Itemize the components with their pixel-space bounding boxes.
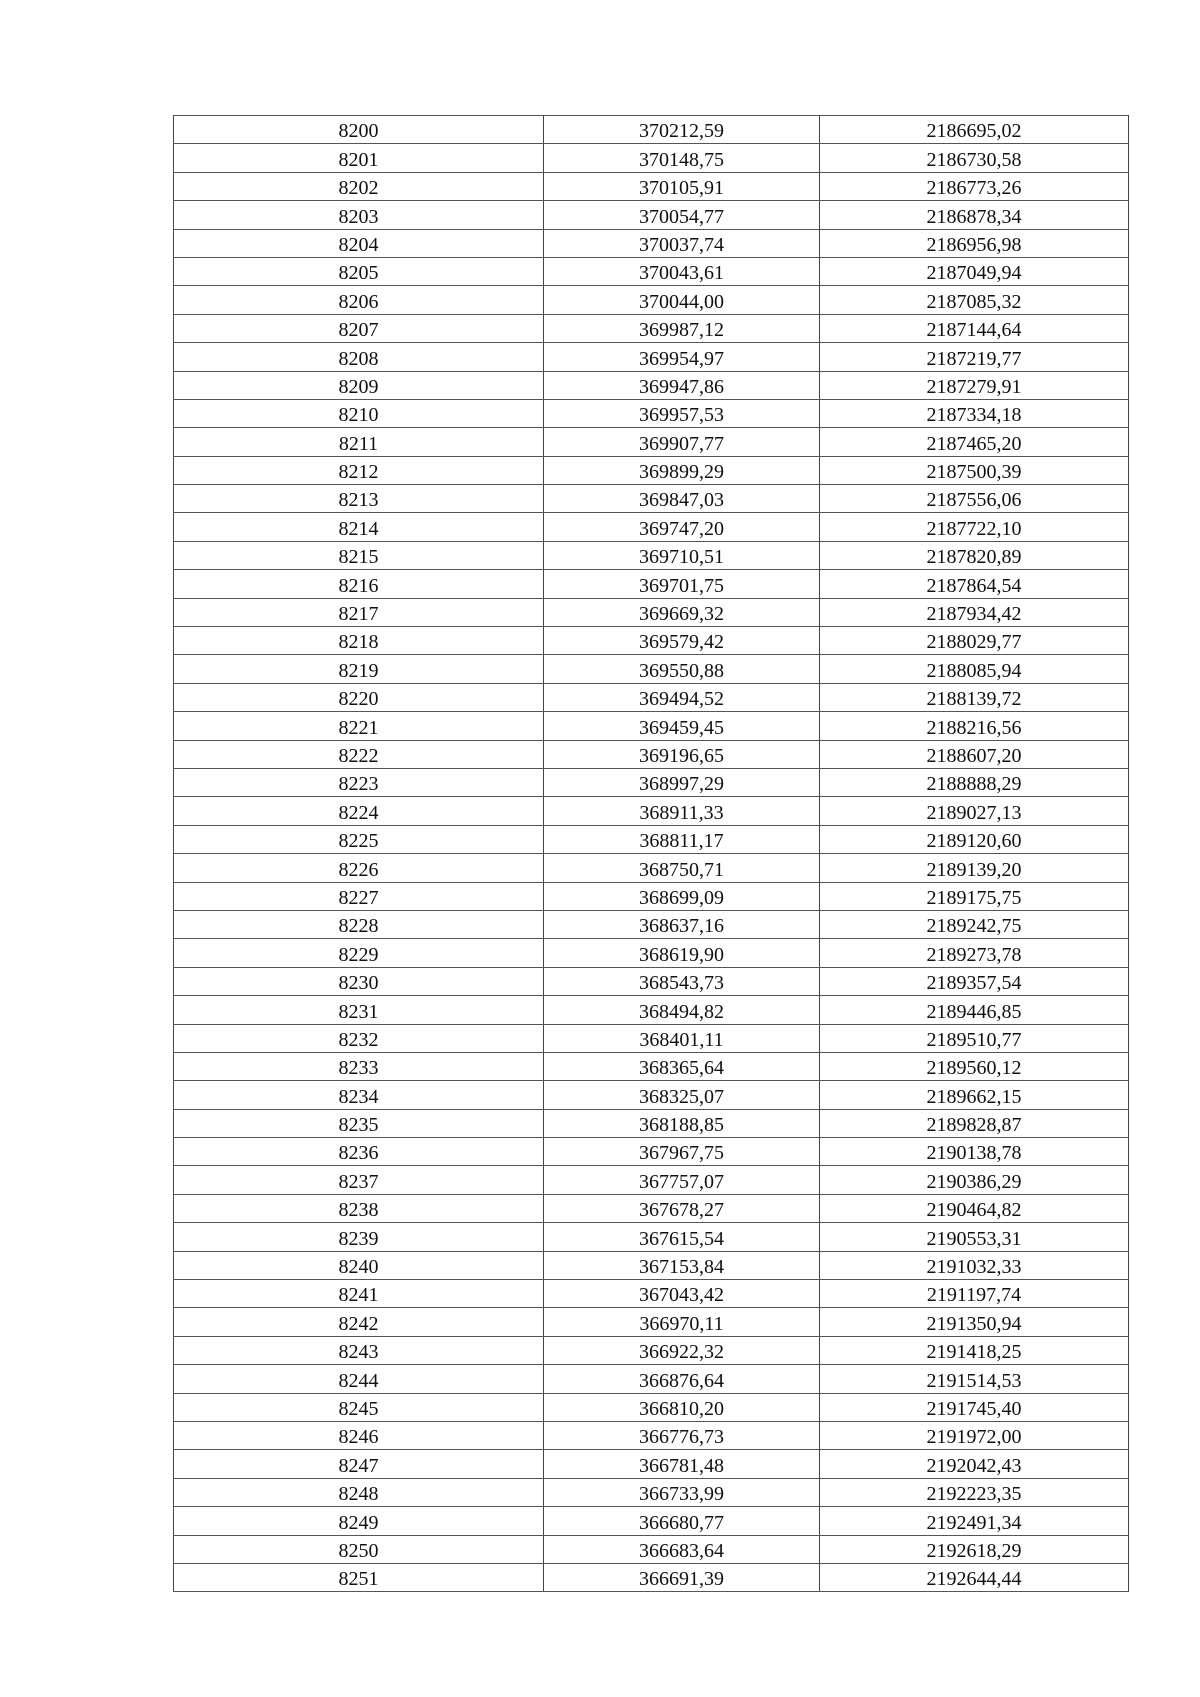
table-row bbox=[174, 1109, 1129, 1137]
x-coordinate-cell: 370054,77 bbox=[544, 201, 820, 229]
y-coordinate-cell: 2187500,39 bbox=[820, 456, 1129, 484]
table-row bbox=[174, 740, 1129, 768]
y-coordinate-cell: 2189510,77 bbox=[820, 1024, 1129, 1052]
x-coordinate-cell: 369747,20 bbox=[544, 513, 820, 541]
x-coordinate-cell: 366733,99 bbox=[544, 1478, 820, 1506]
table-row bbox=[174, 825, 1129, 853]
x-coordinate-cell: 366970,11 bbox=[544, 1308, 820, 1336]
y-coordinate-cell: 2186878,34 bbox=[820, 201, 1129, 229]
point-number-cell: 8235 bbox=[174, 1109, 544, 1137]
point-number-cell: 8204 bbox=[174, 229, 544, 257]
y-coordinate-cell: 2191514,53 bbox=[820, 1365, 1129, 1393]
table-row bbox=[174, 1251, 1129, 1279]
x-coordinate-cell: 369196,65 bbox=[544, 740, 820, 768]
x-coordinate-cell: 369710,51 bbox=[544, 541, 820, 569]
x-coordinate-cell: 369899,29 bbox=[544, 456, 820, 484]
x-coordinate-cell: 366922,32 bbox=[544, 1336, 820, 1364]
y-coordinate-cell: 2191745,40 bbox=[820, 1393, 1129, 1421]
y-coordinate-cell: 2187556,06 bbox=[820, 485, 1129, 513]
point-number-cell: 8238 bbox=[174, 1194, 544, 1222]
x-coordinate-cell: 370043,61 bbox=[544, 257, 820, 285]
y-coordinate-cell: 2187219,77 bbox=[820, 343, 1129, 371]
point-number-cell: 8240 bbox=[174, 1251, 544, 1279]
y-coordinate-cell: 2188216,56 bbox=[820, 712, 1129, 740]
table-row bbox=[174, 1450, 1129, 1478]
point-number-cell: 8215 bbox=[174, 541, 544, 569]
point-number-cell: 8210 bbox=[174, 399, 544, 427]
x-coordinate-cell: 368494,82 bbox=[544, 996, 820, 1024]
table-row bbox=[174, 1421, 1129, 1449]
table-row bbox=[174, 286, 1129, 314]
point-number-cell: 8237 bbox=[174, 1166, 544, 1194]
table-row bbox=[174, 1563, 1129, 1591]
y-coordinate-cell: 2188029,77 bbox=[820, 627, 1129, 655]
x-coordinate-cell: 366683,64 bbox=[544, 1535, 820, 1563]
y-coordinate-cell: 2187465,20 bbox=[820, 428, 1129, 456]
y-coordinate-cell: 2192618,29 bbox=[820, 1535, 1129, 1563]
table-row bbox=[174, 428, 1129, 456]
coordinates-table bbox=[173, 115, 1129, 1592]
x-coordinate-cell: 370148,75 bbox=[544, 144, 820, 172]
x-coordinate-cell: 369947,86 bbox=[544, 371, 820, 399]
x-coordinate-cell: 367757,07 bbox=[544, 1166, 820, 1194]
table-row bbox=[174, 172, 1129, 200]
y-coordinate-cell: 2187722,10 bbox=[820, 513, 1129, 541]
x-coordinate-cell: 369550,88 bbox=[544, 655, 820, 683]
table-row bbox=[174, 1336, 1129, 1364]
y-coordinate-cell: 2188085,94 bbox=[820, 655, 1129, 683]
x-coordinate-cell: 368811,17 bbox=[544, 825, 820, 853]
y-coordinate-cell: 2187934,42 bbox=[820, 598, 1129, 626]
x-coordinate-cell: 367153,84 bbox=[544, 1251, 820, 1279]
table-row bbox=[174, 1081, 1129, 1109]
y-coordinate-cell: 2187864,54 bbox=[820, 570, 1129, 598]
table-row bbox=[174, 683, 1129, 711]
y-coordinate-cell: 2189662,15 bbox=[820, 1081, 1129, 1109]
point-number-cell: 8234 bbox=[174, 1081, 544, 1109]
point-number-cell: 8244 bbox=[174, 1365, 544, 1393]
point-number-cell: 8211 bbox=[174, 428, 544, 456]
y-coordinate-cell: 2189828,87 bbox=[820, 1109, 1129, 1137]
x-coordinate-cell: 369954,97 bbox=[544, 343, 820, 371]
x-coordinate-cell: 366691,39 bbox=[544, 1563, 820, 1591]
point-number-cell: 8221 bbox=[174, 712, 544, 740]
x-coordinate-cell: 368637,16 bbox=[544, 910, 820, 938]
x-coordinate-cell: 368325,07 bbox=[544, 1081, 820, 1109]
y-coordinate-cell: 2189139,20 bbox=[820, 854, 1129, 882]
point-number-cell: 8236 bbox=[174, 1138, 544, 1166]
y-coordinate-cell: 2191418,25 bbox=[820, 1336, 1129, 1364]
y-coordinate-cell: 2187820,89 bbox=[820, 541, 1129, 569]
coordinates-table-body bbox=[174, 116, 1129, 1592]
table-row bbox=[174, 513, 1129, 541]
x-coordinate-cell: 370212,59 bbox=[544, 116, 820, 144]
y-coordinate-cell: 2189446,85 bbox=[820, 996, 1129, 1024]
table-row bbox=[174, 939, 1129, 967]
point-number-cell: 8233 bbox=[174, 1052, 544, 1080]
y-coordinate-cell: 2190553,31 bbox=[820, 1223, 1129, 1251]
point-number-cell: 8214 bbox=[174, 513, 544, 541]
point-number-cell: 8203 bbox=[174, 201, 544, 229]
y-coordinate-cell: 2186730,58 bbox=[820, 144, 1129, 172]
table-row bbox=[174, 201, 1129, 229]
x-coordinate-cell: 369669,32 bbox=[544, 598, 820, 626]
table-row bbox=[174, 1280, 1129, 1308]
x-coordinate-cell: 368401,11 bbox=[544, 1024, 820, 1052]
table-row bbox=[174, 768, 1129, 796]
x-coordinate-cell: 369987,12 bbox=[544, 314, 820, 342]
x-coordinate-cell: 368699,09 bbox=[544, 882, 820, 910]
x-coordinate-cell: 369847,03 bbox=[544, 485, 820, 513]
table-row bbox=[174, 598, 1129, 626]
point-number-cell: 8250 bbox=[174, 1535, 544, 1563]
point-number-cell: 8248 bbox=[174, 1478, 544, 1506]
y-coordinate-cell: 2191197,74 bbox=[820, 1280, 1129, 1308]
x-coordinate-cell: 367615,54 bbox=[544, 1223, 820, 1251]
x-coordinate-cell: 370105,91 bbox=[544, 172, 820, 200]
table-row bbox=[174, 116, 1129, 144]
table-row bbox=[174, 712, 1129, 740]
point-number-cell: 8243 bbox=[174, 1336, 544, 1364]
table-row bbox=[174, 882, 1129, 910]
point-number-cell: 8213 bbox=[174, 485, 544, 513]
table-row bbox=[174, 1308, 1129, 1336]
x-coordinate-cell: 368543,73 bbox=[544, 967, 820, 995]
x-coordinate-cell: 368997,29 bbox=[544, 768, 820, 796]
point-number-cell: 8224 bbox=[174, 797, 544, 825]
point-number-cell: 8218 bbox=[174, 627, 544, 655]
point-number-cell: 8239 bbox=[174, 1223, 544, 1251]
y-coordinate-cell: 2189560,12 bbox=[820, 1052, 1129, 1080]
x-coordinate-cell: 368188,85 bbox=[544, 1109, 820, 1137]
point-number-cell: 8209 bbox=[174, 371, 544, 399]
y-coordinate-cell: 2189242,75 bbox=[820, 910, 1129, 938]
y-coordinate-cell: 2187279,91 bbox=[820, 371, 1129, 399]
y-coordinate-cell: 2189273,78 bbox=[820, 939, 1129, 967]
point-number-cell: 8217 bbox=[174, 598, 544, 626]
point-number-cell: 8200 bbox=[174, 116, 544, 144]
table-row bbox=[174, 854, 1129, 882]
table-row bbox=[174, 1052, 1129, 1080]
table-row bbox=[174, 485, 1129, 513]
y-coordinate-cell: 2191032,33 bbox=[820, 1251, 1129, 1279]
table-row bbox=[174, 371, 1129, 399]
table-row bbox=[174, 144, 1129, 172]
table-row bbox=[174, 1365, 1129, 1393]
y-coordinate-cell: 2187144,64 bbox=[820, 314, 1129, 342]
point-number-cell: 8251 bbox=[174, 1563, 544, 1591]
y-coordinate-cell: 2186695,02 bbox=[820, 116, 1129, 144]
y-coordinate-cell: 2189175,75 bbox=[820, 882, 1129, 910]
x-coordinate-cell: 369459,45 bbox=[544, 712, 820, 740]
x-coordinate-cell: 370044,00 bbox=[544, 286, 820, 314]
y-coordinate-cell: 2188888,29 bbox=[820, 768, 1129, 796]
y-coordinate-cell: 2190464,82 bbox=[820, 1194, 1129, 1222]
table-row bbox=[174, 314, 1129, 342]
table-row bbox=[174, 1194, 1129, 1222]
x-coordinate-cell: 368619,90 bbox=[544, 939, 820, 967]
table-row bbox=[174, 996, 1129, 1024]
point-number-cell: 8207 bbox=[174, 314, 544, 342]
x-coordinate-cell: 366781,48 bbox=[544, 1450, 820, 1478]
point-number-cell: 8208 bbox=[174, 343, 544, 371]
table-row bbox=[174, 229, 1129, 257]
table-row bbox=[174, 967, 1129, 995]
y-coordinate-cell: 2188139,72 bbox=[820, 683, 1129, 711]
y-coordinate-cell: 2188607,20 bbox=[820, 740, 1129, 768]
point-number-cell: 8230 bbox=[174, 967, 544, 995]
point-number-cell: 8222 bbox=[174, 740, 544, 768]
point-number-cell: 8249 bbox=[174, 1507, 544, 1535]
point-number-cell: 8219 bbox=[174, 655, 544, 683]
point-number-cell: 8247 bbox=[174, 1450, 544, 1478]
point-number-cell: 8220 bbox=[174, 683, 544, 711]
x-coordinate-cell: 368911,33 bbox=[544, 797, 820, 825]
point-number-cell: 8232 bbox=[174, 1024, 544, 1052]
y-coordinate-cell: 2187085,32 bbox=[820, 286, 1129, 314]
table-row bbox=[174, 655, 1129, 683]
table-row bbox=[174, 1024, 1129, 1052]
table-row bbox=[174, 1393, 1129, 1421]
x-coordinate-cell: 367967,75 bbox=[544, 1138, 820, 1166]
point-number-cell: 8228 bbox=[174, 910, 544, 938]
x-coordinate-cell: 369494,52 bbox=[544, 683, 820, 711]
y-coordinate-cell: 2187334,18 bbox=[820, 399, 1129, 427]
x-coordinate-cell: 366810,20 bbox=[544, 1393, 820, 1421]
y-coordinate-cell: 2186956,98 bbox=[820, 229, 1129, 257]
point-number-cell: 8231 bbox=[174, 996, 544, 1024]
point-number-cell: 8223 bbox=[174, 768, 544, 796]
y-coordinate-cell: 2187049,94 bbox=[820, 257, 1129, 285]
table-row bbox=[174, 257, 1129, 285]
y-coordinate-cell: 2186773,26 bbox=[820, 172, 1129, 200]
x-coordinate-cell: 368750,71 bbox=[544, 854, 820, 882]
x-coordinate-cell: 367678,27 bbox=[544, 1194, 820, 1222]
y-coordinate-cell: 2192223,35 bbox=[820, 1478, 1129, 1506]
x-coordinate-cell: 369907,77 bbox=[544, 428, 820, 456]
x-coordinate-cell: 366876,64 bbox=[544, 1365, 820, 1393]
y-coordinate-cell: 2189357,54 bbox=[820, 967, 1129, 995]
x-coordinate-cell: 367043,42 bbox=[544, 1280, 820, 1308]
table-row bbox=[174, 1223, 1129, 1251]
table-row bbox=[174, 399, 1129, 427]
point-number-cell: 8201 bbox=[174, 144, 544, 172]
x-coordinate-cell: 366680,77 bbox=[544, 1507, 820, 1535]
y-coordinate-cell: 2190386,29 bbox=[820, 1166, 1129, 1194]
table-row bbox=[174, 627, 1129, 655]
y-coordinate-cell: 2192644,44 bbox=[820, 1563, 1129, 1591]
point-number-cell: 8229 bbox=[174, 939, 544, 967]
y-coordinate-cell: 2189027,13 bbox=[820, 797, 1129, 825]
table-row bbox=[174, 797, 1129, 825]
x-coordinate-cell: 369957,53 bbox=[544, 399, 820, 427]
x-coordinate-cell: 366776,73 bbox=[544, 1421, 820, 1449]
table-row bbox=[174, 1478, 1129, 1506]
table-row bbox=[174, 910, 1129, 938]
table-row bbox=[174, 1138, 1129, 1166]
y-coordinate-cell: 2191972,00 bbox=[820, 1421, 1129, 1449]
point-number-cell: 8241 bbox=[174, 1280, 544, 1308]
x-coordinate-cell: 370037,74 bbox=[544, 229, 820, 257]
x-coordinate-cell: 369701,75 bbox=[544, 570, 820, 598]
point-number-cell: 8245 bbox=[174, 1393, 544, 1421]
table-row bbox=[174, 343, 1129, 371]
x-coordinate-cell: 368365,64 bbox=[544, 1052, 820, 1080]
point-number-cell: 8212 bbox=[174, 456, 544, 484]
point-number-cell: 8227 bbox=[174, 882, 544, 910]
point-number-cell: 8242 bbox=[174, 1308, 544, 1336]
y-coordinate-cell: 2189120,60 bbox=[820, 825, 1129, 853]
point-number-cell: 8205 bbox=[174, 257, 544, 285]
table-row bbox=[174, 541, 1129, 569]
table-row bbox=[174, 456, 1129, 484]
table-row bbox=[174, 570, 1129, 598]
point-number-cell: 8246 bbox=[174, 1421, 544, 1449]
point-number-cell: 8202 bbox=[174, 172, 544, 200]
y-coordinate-cell: 2192042,43 bbox=[820, 1450, 1129, 1478]
x-coordinate-cell: 369579,42 bbox=[544, 627, 820, 655]
table-row bbox=[174, 1535, 1129, 1563]
table-row bbox=[174, 1507, 1129, 1535]
y-coordinate-cell: 2192491,34 bbox=[820, 1507, 1129, 1535]
point-number-cell: 8225 bbox=[174, 825, 544, 853]
point-number-cell: 8226 bbox=[174, 854, 544, 882]
point-number-cell: 8206 bbox=[174, 286, 544, 314]
y-coordinate-cell: 2191350,94 bbox=[820, 1308, 1129, 1336]
point-number-cell: 8216 bbox=[174, 570, 544, 598]
y-coordinate-cell: 2190138,78 bbox=[820, 1138, 1129, 1166]
table-row bbox=[174, 1166, 1129, 1194]
